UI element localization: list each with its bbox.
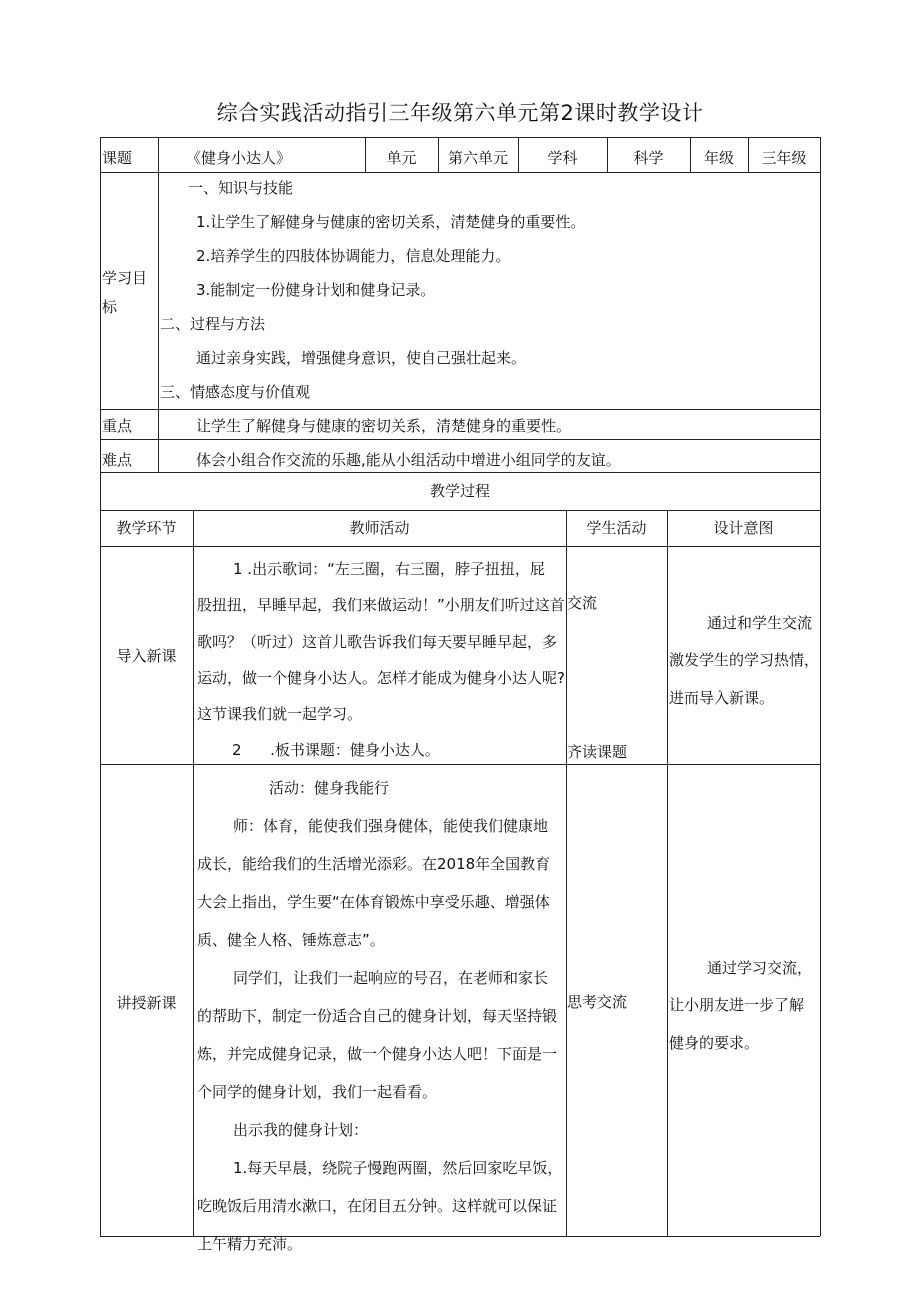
stage-label: 讲授新课 <box>116 994 177 1012</box>
teacher-line: 股扭扭，早睡早起，我们来做运动！”小朋友们听过这首 <box>197 596 565 615</box>
teacher-line: 这节课我们就一起学习。 <box>197 705 363 724</box>
teacher-line: 的帮助下，制定一份适合自己的健身计划，每天坚持锻 <box>197 1007 558 1025</box>
teacher-line: 师：体育，能使我们强身健体，能使我们健康地 <box>233 817 549 835</box>
objective-line: 通过亲身实践，增强健身意识，使自己强壮起来。 <box>196 349 527 367</box>
column-header: 教师活动 <box>349 519 410 537</box>
teacher-line: 1 .出示歌词：“左三圈，右三圈，脖子扭扭，屁 <box>233 560 545 578</box>
design-intent <box>669 605 819 717</box>
teacher-line: 吃晚饭后用清水漱口，在闭目五分钟。这样就可以保证 <box>197 1197 558 1215</box>
column-header: 学生活动 <box>586 519 647 537</box>
key-point-label: 重点 <box>102 417 133 435</box>
unit-value: 第六单元 <box>447 149 508 167</box>
stage-label: 导入新课 <box>116 647 177 665</box>
subject-label: 学科 <box>547 149 578 167</box>
intent-line: 让小朋友进一步了解 <box>669 996 805 1015</box>
student-activity: 齐读课题 <box>567 743 628 761</box>
column-header: 教学环节 <box>116 519 177 537</box>
teacher-activity <box>197 551 565 769</box>
teacher-line: 出示我的健身计划： <box>233 1121 369 1139</box>
intent-line: 健身的要求。 <box>669 1033 760 1052</box>
unit-label: 单元 <box>386 149 417 167</box>
difficulty-text: 体会小组合作交流的乐趣,能从小组活动中增进小组同学的友谊。 <box>196 451 621 469</box>
teacher-activity <box>197 769 565 1263</box>
teacher-line: 歌吗？（听过）这首儿歌告诉我们每天要早睡早起，多 <box>197 632 558 651</box>
objective-line: 二、过程与方法 <box>160 315 266 333</box>
grade-value: 三年级 <box>761 149 807 167</box>
teacher-line: 运动，做一个健身小达人。怎样才能成为健身小达人呢? <box>197 668 565 687</box>
teacher-line: 炼，并完成健身记录，做一个健身小达人吧！下面是一 <box>197 1045 558 1063</box>
grade-label: 年级 <box>703 149 734 167</box>
teacher-line: 1.每天早晨，绕院子慢跑两圈，然后回家吃早饭， <box>233 1159 563 1177</box>
teacher-line: 活动：健身我能行 <box>269 779 390 797</box>
objective-line: 3.能制定一份健身计划和健身记录。 <box>196 281 436 299</box>
intent-line: 通过学习交流， <box>707 959 813 977</box>
lesson-value: 《健身小达人》 <box>186 149 292 167</box>
objective-line: 一、知识与技能 <box>188 179 294 197</box>
teacher-line: 上午精力充沛。 <box>197 1235 303 1253</box>
teacher-line: 成长，能给我们的生活增光添彩。在2018年全国教育 <box>197 855 551 873</box>
objectives-label-line2: 标 <box>102 298 118 316</box>
objective-line: 1.让学生了解健身与健康的密切关系，清楚健身的重要性。 <box>196 213 586 231</box>
page-title: 综合实践活动指引三年级第六单元第2课时教学设计 <box>216 101 704 125</box>
teacher-line: 大会上指出，学生要“在体育锻炼中享受乐趣、增强体 <box>197 893 550 911</box>
design-intent <box>669 950 819 1062</box>
objectives-label-line1: 学习目 <box>102 269 148 287</box>
subject-value: 科学 <box>633 149 664 167</box>
lesson-label: 课题 <box>102 149 133 167</box>
teacher-line: 同学们，让我们一起响应的号召，在老师和家长 <box>233 969 549 987</box>
objective-line: 三、情感态度与价值观 <box>160 383 311 401</box>
column-header: 设计意图 <box>713 519 774 537</box>
difficulty-label: 难点 <box>102 451 133 469</box>
teacher-line: 个同学的健身计划，我们一起看看。 <box>197 1083 438 1101</box>
objective-line: 2.培养学生的四肢体协调能力，信息处理能力。 <box>196 247 511 265</box>
student-activity: 思考交流 <box>567 993 628 1011</box>
key-point-text: 让学生了解健身与健康的密切关系，清楚健身的重要性。 <box>196 417 572 435</box>
intent-line: 激发学生的学习热情， <box>669 651 820 670</box>
teacher-line: 质、健全人格、锤炼意志”。 <box>197 931 385 949</box>
intent-line: 通过和学生交流 <box>707 614 813 632</box>
process-heading: 教学过程 <box>429 482 490 500</box>
student-activity: 交流 <box>567 594 598 612</box>
intent-line: 进而导入新课。 <box>669 688 775 707</box>
teacher-line: 2 .板书课题：健身小达人。 <box>232 741 440 760</box>
